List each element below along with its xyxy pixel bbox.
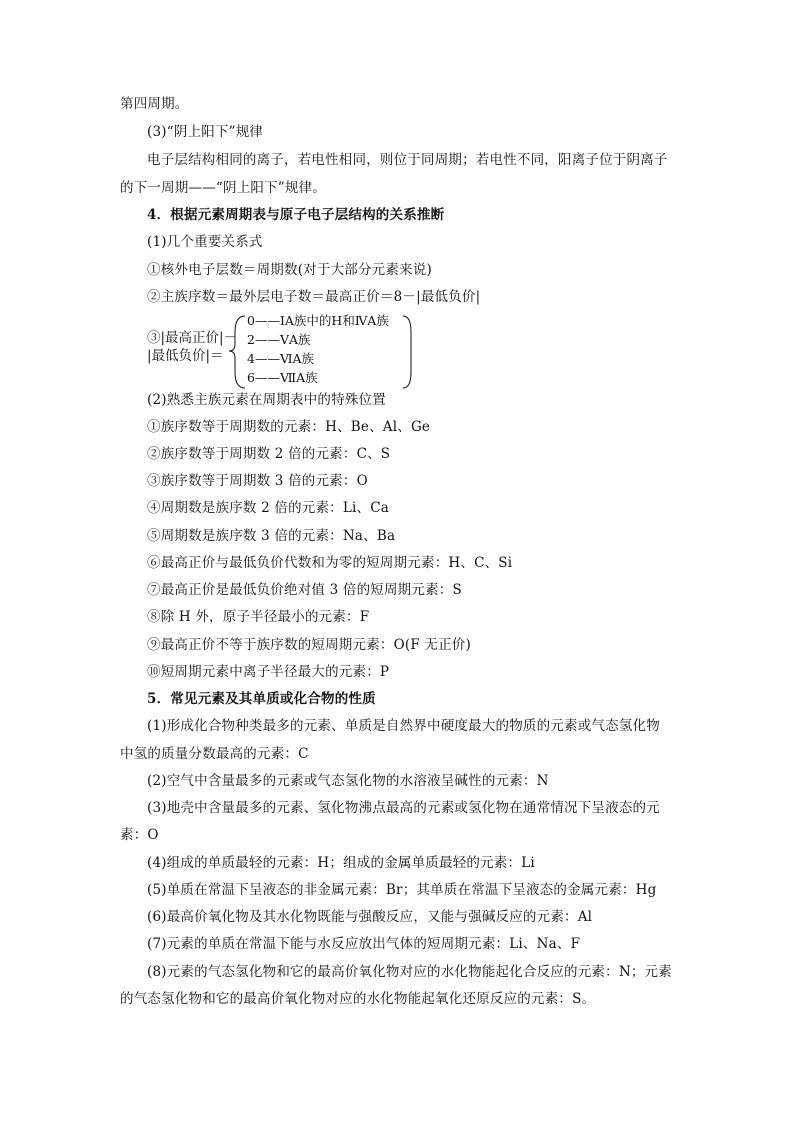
- section-heading: 4．根据元素周期表与原子电子层结构的关系推断: [147, 207, 445, 223]
- text-line: ⑥最高正价与最低负价代数和为零的短周期元素：H、C、Si: [147, 555, 513, 571]
- text-line: 电子层结构相同的离子，若电性相同，则位于同周期；若电性不同，阳离子位于阴离子: [147, 152, 668, 168]
- text-line: ①核外电子层数＝周期数(对于大部分元素来说): [147, 262, 432, 278]
- text-line: ⑨最高正价不等于族序数的短周期元素：O(F 无正价): [147, 637, 471, 653]
- formula-option: 2——ⅤA族: [247, 332, 311, 347]
- formula-option: 4——ⅥA族: [247, 351, 315, 366]
- text-line: 中氢的质量分数最高的元素：C: [120, 746, 309, 762]
- formula-option: 0——ⅠA族中的H和ⅣA族: [247, 313, 389, 328]
- valence-formula: [147, 312, 427, 390]
- text-line: ④周期数是族序数 2 倍的元素：Li、Ca: [147, 500, 390, 516]
- text-line: (3)“阴上阳下”规律: [147, 124, 264, 140]
- text-line: 素：O: [120, 827, 159, 843]
- text-line: ①族序数等于周期数的元素：H、Be、Al、Ge: [147, 419, 431, 435]
- section-heading: 5．常见元素及其单质或化合物的性质: [147, 691, 376, 707]
- text-line: (6)最高价氧化物及其水化物既能与强酸反应，又能与强碱反应的元素：Al: [147, 909, 593, 925]
- text-line: (7)元素的单质在常温下能与水反应放出气体的短周期元素：Li、Na、F: [147, 936, 581, 952]
- text-line: (1)形成化合物种类最多的元素、单质是自然界中硬度最大的物质的元素或气态氢化物: [147, 718, 660, 734]
- text-line: 的气态氢化物和它的最高价氧化物对应的水化物能起氧化还原反应的元素：S。: [120, 991, 596, 1007]
- formula-option: 6——ⅦA族: [247, 370, 318, 385]
- text-line: ③族序数等于周期数 3 倍的元素：O: [147, 473, 368, 489]
- text-line: ②主族序数＝最外层电子数＝最高正价＝8－|最低负价|: [147, 289, 481, 305]
- text-line: 的下一周期——“阴上阳下”规律。: [120, 180, 327, 196]
- text-line: (8)元素的气态氢化物和它的最高价氧化物对应的水化物能起化合反应的元素：N；元素: [147, 964, 672, 980]
- text-line: (2)空气中含量最多的元素或气态氢化物的水溶液呈碱性的元素：N: [147, 773, 549, 789]
- text-line: ⑦最高正价是最低负价绝对值 3 倍的短周期元素：S: [147, 582, 462, 598]
- text-line: (4)组成的单质最轻的元素：H；组成的金属单质最轻的元素：Li: [147, 855, 535, 871]
- text-line: ⑤周期数是族序数 3 倍的元素：Na、Ba: [147, 528, 396, 544]
- formula-label-line2: |最低负价|＝: [147, 348, 224, 364]
- text-line: (5)单质在常温下呈液态的非金属元素：Br；其单质在常温下呈液态的金属元素：Hg: [147, 882, 657, 898]
- text-line: ②族序数等于周期数 2 倍的元素：C、S: [147, 446, 391, 462]
- text-line: 第四周期。: [120, 96, 189, 112]
- text-line: ⑧除 H 外，原子半径最小的元素：F: [147, 609, 370, 625]
- text-line: ⑩短周期元素中离子半径最大的元素：P: [147, 664, 390, 680]
- text-line: (3)地壳中含量最多的元素、氢化物沸点最高的元素或氢化物在通常情况下呈液态的元: [147, 800, 660, 816]
- text-line: (1)几个重要关系式: [147, 234, 263, 250]
- text-line: (2)熟悉主族元素在周期表中的特殊位置: [147, 392, 386, 408]
- formula-label-line1: ③|最高正价|－: [147, 330, 238, 346]
